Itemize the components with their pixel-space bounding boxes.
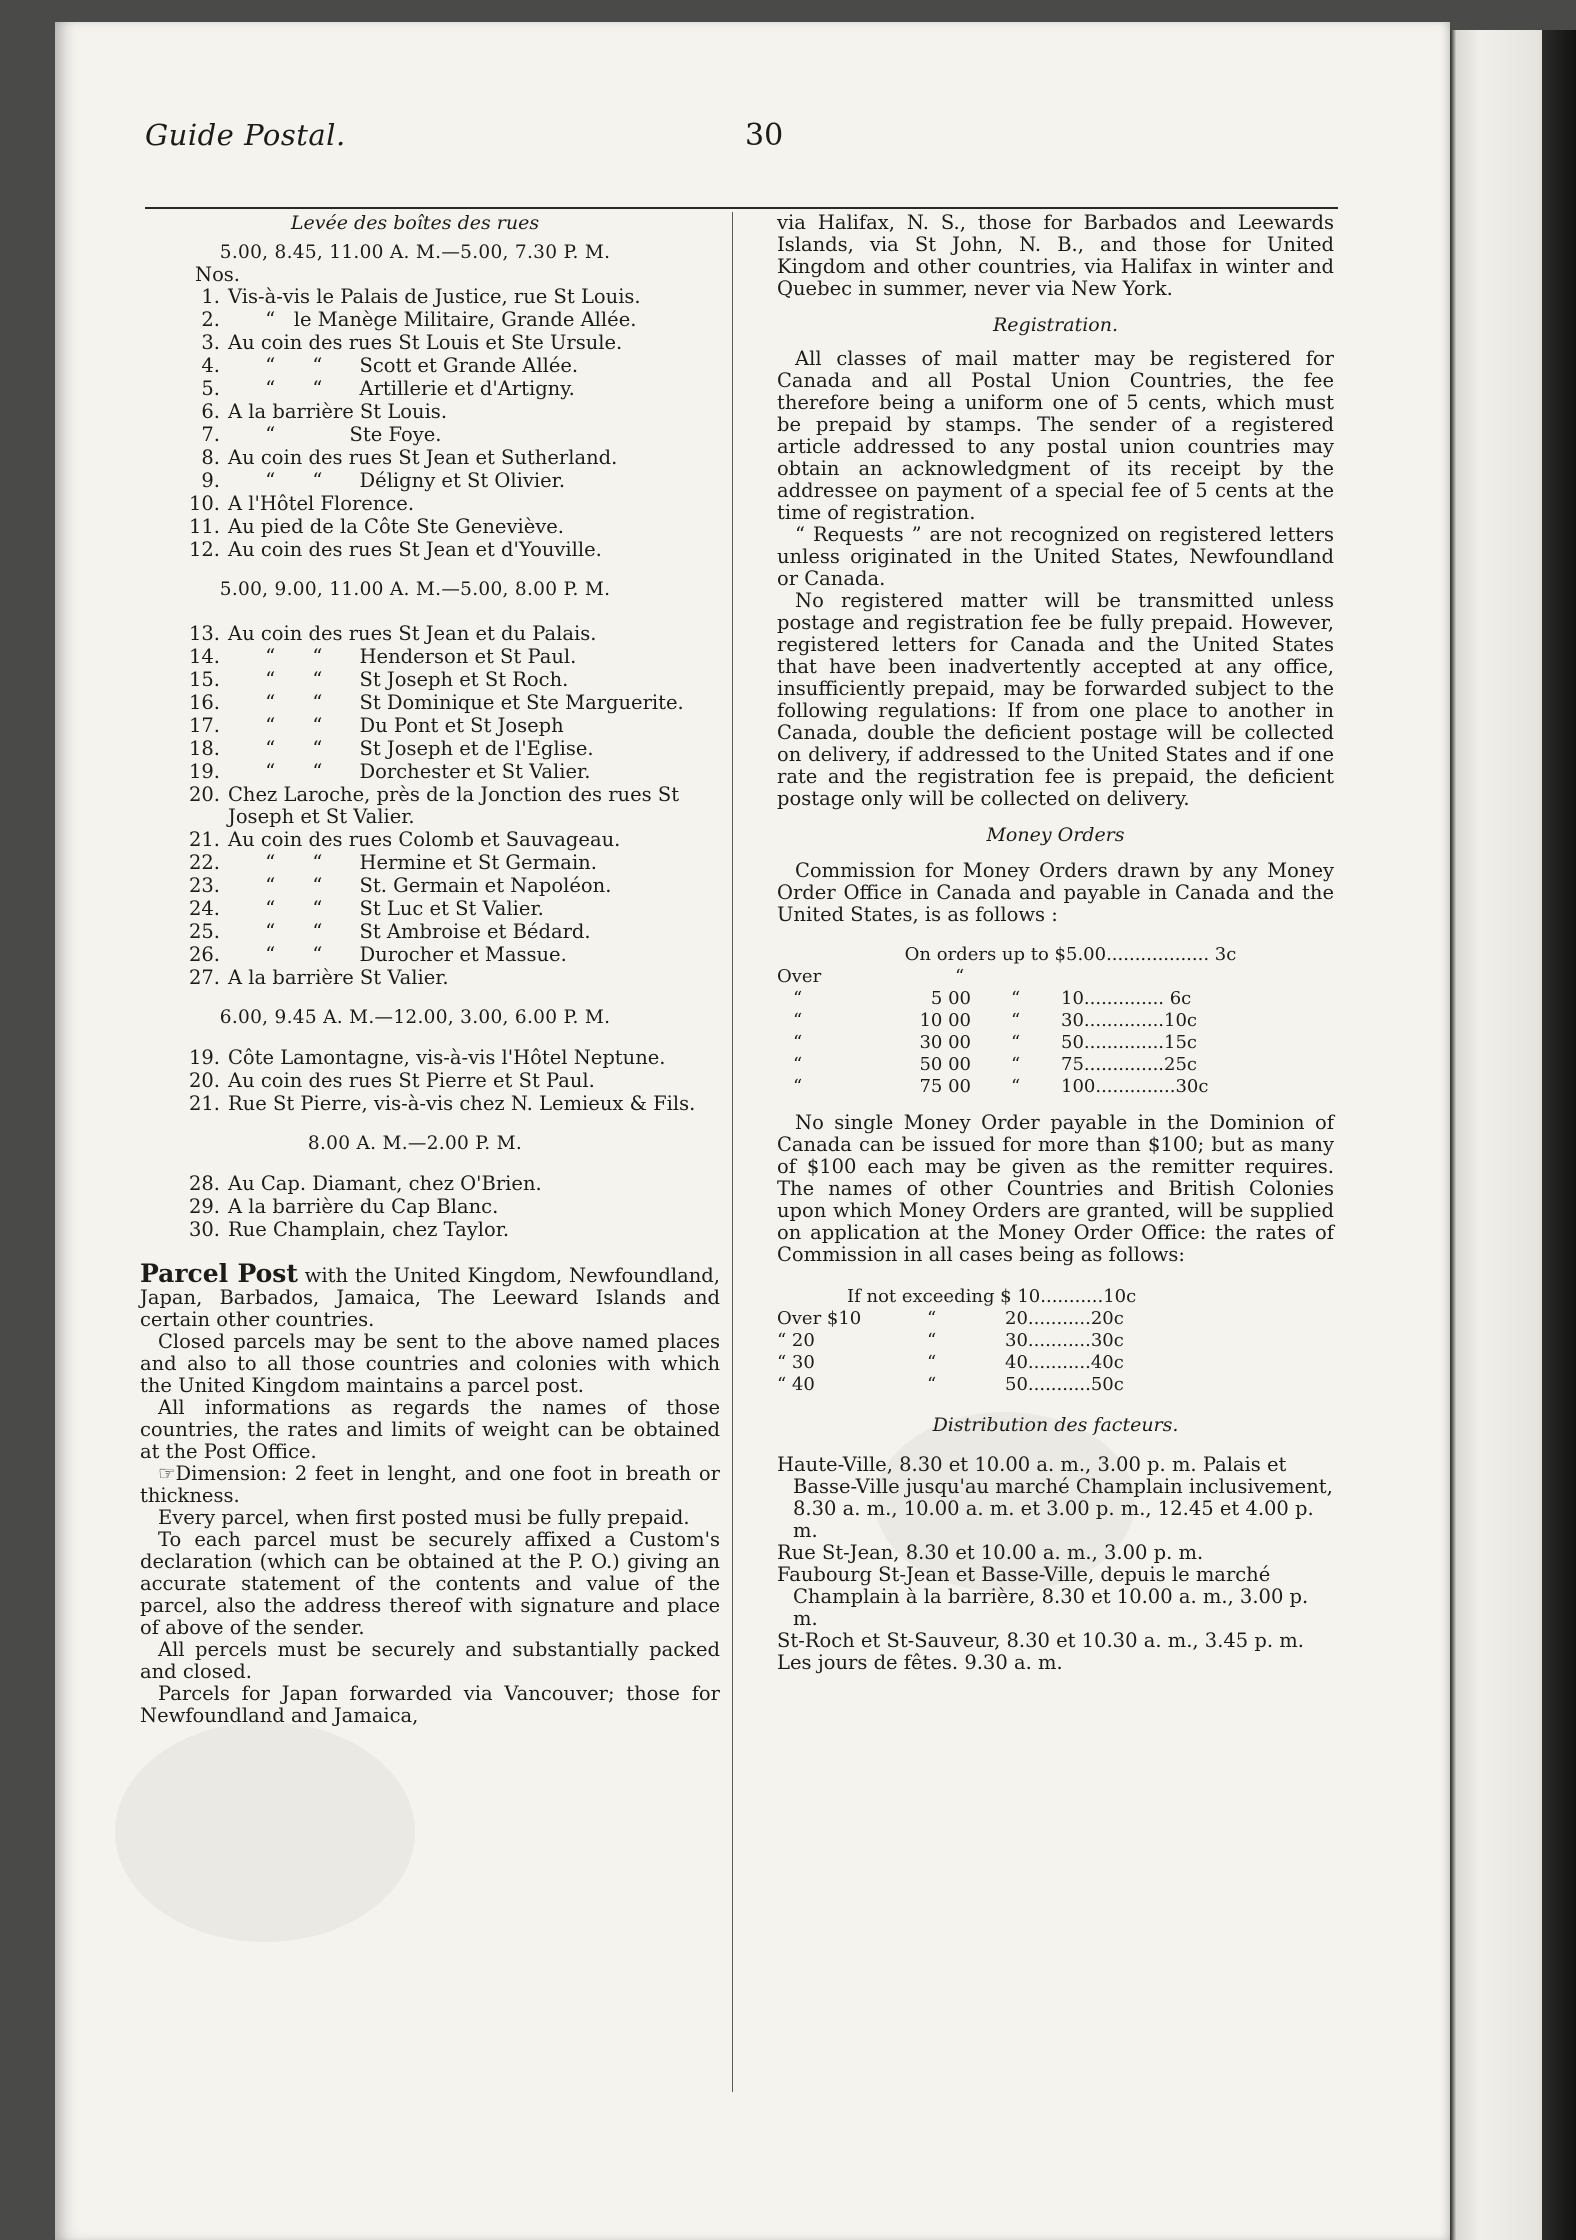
commission-rates-table [777,1286,1334,1396]
distribution-entry: St-Roch et St-Sauveur, 8.30 et 10.30 a. m., 3.45 p. m. [777,1629,1304,1652]
letterbox-item [110,1219,720,1241]
header-rule [145,207,1338,209]
distribution-list [777,1454,1334,1674]
commission-cell: 20...........20c [1005,1308,1124,1329]
rate-cell: 75 00 [919,1076,971,1097]
parcel-paragraph: To each parcel must be securely affixed a Custom's declaration (which can be obtained at the P. O.) giving an accurate statement of the contents and value of the parcel, also the address thereof with signature and place of above of the sender. [140,1528,720,1639]
letterbox-number: 19. [188,1046,220,1069]
letterbox-number: 23. [188,874,220,897]
letterbox-number: 19. [188,760,220,783]
schedule-2: 5.00, 9.00, 11.00 A. M.—5.00, 8.00 P. M. [219,579,611,600]
letterbox-number: 10. [188,492,220,515]
letterbox-location: “ “ Artillerie et d'Artigny. [228,377,575,400]
schedule-4: 8.00 A. M.—2.00 P. M. [307,1133,523,1154]
commission-cell: 40...........40c [1005,1352,1124,1373]
letterbox-location: Rue St Pierre, vis-à-vis chez N. Lemieux & Fils. [228,1092,696,1115]
rate-row [777,1032,1334,1054]
parcel-post-subtitle: with the United Kingdom, Newfoundland, Japan, Barbados, Jamaica, The Leeward Islands and certain other countries. [140,1264,720,1331]
rate-row [777,1054,1334,1076]
letterbox-item [110,424,720,446]
letterbox-item [110,761,720,783]
commission-cell: “ [927,1374,937,1395]
letterbox-number: 20. [188,783,220,806]
page-header [145,118,1345,178]
letterbox-location: Rue Champlain, chez Taylor. [228,1218,510,1241]
letterbox-item [110,875,720,897]
registration-paragraph: “ Requests ” are not recognized on registered letters unless originated in the United States, Newfoundland or Canada. [777,523,1334,590]
letterbox-location: A la barrière St Louis. [228,400,448,423]
distribution-entry: Les jours de fêtes. 9.30 a. m. [777,1651,1063,1674]
letterbox-location: “ “ St Dominique et Ste Marguerite. [228,691,684,714]
letterbox-number: 24. [188,897,220,920]
section-title-distribution: Distribution des facteurs. [932,1414,1179,1436]
page-number: 30 [745,118,784,153]
letterbox-item [110,355,720,377]
nos-label: Nos. [195,263,241,286]
rate-cell: “ [793,1032,803,1053]
letterbox-number: 13. [188,622,220,645]
letterbox-number: 1. [201,285,220,308]
rate-row [777,1010,1334,1032]
letterbox-item [110,852,720,874]
letterbox-number: 14. [188,645,220,668]
letterbox-item [110,309,720,331]
rate-cell: “ [1011,1054,1021,1075]
rate-cell: “ [1011,988,1021,1009]
rate-cell: “ [793,1076,803,1097]
rate-cell: “ [793,1054,803,1075]
letterbox-item [110,715,720,737]
letterbox-location: “ “ Durocher et Massue. [228,943,567,966]
letterbox-location: Au coin des rues Colomb et Sauvageau. [228,828,621,851]
letterbox-number: 12. [188,538,220,561]
letterbox-number: 28. [188,1172,220,1195]
letterbox-location: “ “ St Joseph et de l'Eglise. [228,737,594,760]
letterbox-item [110,646,720,668]
running-title: Guide Postal. [145,118,346,152]
letterbox-location: “ “ St Joseph et St Roch. [228,668,569,691]
letterbox-item [110,692,720,714]
letterbox-list-3 [110,1047,720,1115]
letterbox-item [110,898,720,920]
letterbox-number: 6. [201,400,220,423]
section-title-money-orders: Money Orders [986,824,1125,846]
registration-paragraph: All classes of mail matter may be registered for Canada and all Postal Union Countries, the fee therefore being a uniform one of 5 cents, which must be prepaid by stamps. The sender of a registered article addressed to any postal union countries may obtain an acknowledgment of its receipt by the addressee on payment of a special fee of 5 cents at the time of registration. [777,347,1334,524]
letterbox-item [110,447,720,469]
rate-first-line: On orders up to $5.00.................. 3c [904,944,1237,965]
rate-row [777,1076,1334,1098]
letterbox-location: “ “ Hermine et St Germain. [228,851,597,874]
section-title-registration: Registration. [992,314,1118,336]
letterbox-number: 29. [188,1195,220,1218]
letterbox-location: Au coin des rues St Jean et Sutherland. [228,446,618,469]
commission-cell: “ 30 [777,1352,815,1373]
letterbox-item [110,669,720,691]
parcel-paragraph: Parcels for Japan forwarded via Vancouver; those for Newfoundland and Jamaica, [140,1682,720,1727]
letterbox-number: 7. [201,423,220,446]
letterbox-location: “ “ Dorchester et St Valier. [228,760,591,783]
commission-cell: “ [927,1352,937,1373]
letterbox-location: “ “ Déligny et St Olivier. [228,469,566,492]
letterbox-location: Au coin des rues St Louis et Ste Ursule. [228,331,623,354]
letterbox-location: Au coin des rues St Pierre et St Paul. [228,1069,595,1092]
letterbox-item [110,921,720,943]
letterbox-item [110,332,720,354]
letterbox-number: 26. [188,943,220,966]
letterbox-location: Vis-à-vis le Palais de Justice, rue St Louis. [228,285,641,308]
letterbox-number: 20. [188,1069,220,1092]
letterbox-location: “ le Manège Militaire, Grande Allée. [228,308,637,331]
letterbox-location: A la barrière du Cap Blanc. [228,1195,499,1218]
letterbox-location: “ “ Scott et Grande Allée. [228,354,579,377]
letterbox-number: 21. [188,828,220,851]
letterbox-item [110,470,720,492]
commission-cell: 30...........30c [1005,1330,1124,1351]
letterbox-location: “ “ Du Pont et St Joseph [228,714,564,737]
rate-ditto: “ [955,966,965,987]
letterbox-location: Côte Lamontagne, vis-à-vis l'Hôtel Neptune. [228,1046,666,1069]
letterbox-location: A l'Hôtel Florence. [228,492,415,515]
letterbox-location: Au coin des rues St Jean et du Palais. [228,622,597,645]
letterbox-number: 4. [201,354,220,377]
letterbox-list-2 [110,623,720,989]
schedule-1: 5.00, 8.45, 11.00 A. M.—5.00, 7.30 P. M. [219,242,611,263]
rate-cell: 10.............. 6c [1061,988,1192,1009]
commission-row [777,1308,1334,1330]
letterbox-item [110,539,720,561]
letterbox-item [110,378,720,400]
letterbox-number: 27. [188,966,220,989]
schedule-3: 6.00, 9.45 A. M.—12.00, 3.00, 6.00 P. M. [219,1007,611,1028]
parcel-paragraph: Closed parcels may be sent to the above named places and also to all those countries and colonies with which the United Kingdom maintains a parcel post. [140,1330,720,1397]
rate-row [777,988,1334,1010]
letterbox-item [110,1093,720,1115]
money-orders-paragraph: Commission for Money Orders drawn by any Money Order Office in Canada and payable in Canada and the United States, is as follows : [777,859,1334,926]
commission-cell: Over $10 [777,1308,862,1329]
parcel-continuation: via Halifax, N. S., those for Barbados and Leewards Islands, via St John, N. B., and those for United Kingdom and other countries, via Halifax in winter and Quebec in summer, never via New York. [777,211,1334,300]
book-cover-edge [1542,30,1576,2240]
letterbox-item [110,1173,720,1195]
letterbox-item [110,1047,720,1069]
letterbox-location: “ “ Henderson et St Paul. [228,645,577,668]
left-column [110,212,720,1727]
letterbox-list-4 [110,1173,720,1241]
rate-cell: “ [1011,1010,1021,1031]
parcel-paragraph: All percels must be securely and substantially packed and closed. [140,1638,720,1683]
parcel-paragraph: All informations as regards the names of those countries, the rates and limits of weight can be obtained at the Post Office. [140,1396,720,1463]
parcel-post-title: Parcel Post [140,1259,298,1288]
letterbox-item [110,286,720,308]
letterbox-item [110,738,720,760]
commission-cell: “ [927,1330,937,1351]
letterbox-location: Au coin des rues St Jean et d'Youville. [228,538,602,561]
commission-cell: “ 40 [777,1374,815,1395]
paper-stain [115,1722,415,1942]
parcel-post-body [140,1331,720,1727]
rate-over-row [777,966,1334,988]
commission-rows [777,1308,1334,1396]
column-divider [732,212,733,2092]
letterbox-number: 25. [188,920,220,943]
parcel-paragraph: ☞Dimension: 2 feet in lenght, and one foot in breath or thickness. [140,1462,720,1507]
letterbox-number: 9. [201,469,220,492]
letterbox-location: “ “ St Luc et St Valier. [228,897,544,920]
rate-over-label: Over [777,966,822,987]
rate-cell: 30 00 [919,1032,971,1053]
letterbox-item [110,623,720,645]
letterbox-location: A la barrière St Valier. [228,966,449,989]
rate-cell: “ [793,1010,803,1031]
rate-cell: “ [1011,1032,1021,1053]
commission-cell: “ 20 [777,1330,815,1351]
letterbox-number: 16. [188,691,220,714]
commission-cell: “ [927,1308,937,1329]
section-title-levee: Levée des boîtes des rues [290,212,540,234]
rate-cell: 10 00 [919,1010,971,1031]
right-column [735,212,1338,1674]
rate-cell: 50..............15c [1061,1032,1197,1053]
letterbox-item [110,829,720,851]
letterbox-item [110,401,720,423]
letterbox-item [110,516,720,538]
letterbox-item [110,784,720,828]
registration-paragraph: No registered matter will be transmitted unless postage and registration fee be fully prepaid. However, registered letters for Canada and the United States that have been inadvertently accepted at any office, insufficiently prepaid, may be forwarded subject to the following regulations: If from one place to another in Canada, double the deficient postage will be collected on delivery, if addressed to the United States and if one rate and the registration fee is prepaid, the deficient postage only will be collected on delivery. [777,589,1334,810]
distribution-entry: Faubourg St-Jean et Basse-Ville, depuis le marché Champlain à la barrière, 8.30 et 10.00 a. m., 3.00 p. m. [777,1563,1309,1630]
parcel-paragraph: Every parcel, when first posted musi be fully prepaid. [158,1506,690,1529]
money-orders-paragraph-2: No single Money Order payable in the Dominion of Canada can be issued for more than $100; but as many of $100 each may be given as the remitter requires. The names of other Countries and British Colonies upon which Money Orders are granted, will be supplied on application at the Money Order Office: the rates of Commission in all cases being as follows: [777,1111,1334,1266]
letterbox-item [110,1196,720,1218]
letterbox-location: “ “ St. Germain et Napoléon. [228,874,612,897]
commission-first-line: If not exceeding $ 10...........10c [847,1286,1137,1307]
letterbox-item [110,944,720,966]
letterbox-number: 11. [188,515,220,538]
letterbox-item [110,967,720,989]
letterbox-location: Au Cap. Diamant, chez O'Brien. [228,1172,542,1195]
letterbox-number: 17. [188,714,220,737]
letterbox-location: Au pied de la Côte Ste Geneviève. [228,515,564,538]
rate-rows [777,988,1334,1098]
book-edge [1440,30,1576,2240]
parcel-post-heading [140,1259,720,1331]
rate-cell: 30..............10c [1061,1010,1197,1031]
letterbox-number: 15. [188,668,220,691]
letterbox-number: 22. [188,851,220,874]
letterbox-location: “ “ St Ambroise et Bédard. [228,920,591,943]
commission-row [777,1352,1334,1374]
letterbox-number: 21. [188,1092,220,1115]
distribution-entry: Haute-Ville, 8.30 et 10.00 a. m., 3.00 p. m. Palais et Basse-Ville jusqu'au marché Champlain inclusivement, 8.30 a. m., 10.00 a. m. et 3.00 p. m., 12.45 et 4.00 p. m. [777,1453,1333,1542]
letterbox-number: 3. [201,331,220,354]
rate-cell: 75..............25c [1061,1054,1197,1075]
rate-cell: 100..............30c [1061,1076,1209,1097]
commission-row [777,1374,1334,1396]
letterbox-location: “ Ste Foye. [228,423,442,446]
rate-cell: “ [1011,1076,1021,1097]
letterbox-item [110,493,720,515]
letterbox-number: 30. [188,1218,220,1241]
rate-cell: “ [793,988,803,1009]
commission-cell: 50...........50c [1005,1374,1124,1395]
letterbox-number: 18. [188,737,220,760]
letterbox-list-1 [110,286,720,561]
letterbox-item [110,1070,720,1092]
money-order-rates-table [777,944,1334,1098]
letterbox-number: 5. [201,377,220,400]
rate-cell: 5 00 [930,988,971,1009]
rate-cell: 50 00 [919,1054,971,1075]
letterbox-number: 8. [201,446,220,469]
letterbox-number: 2. [201,308,220,331]
commission-row [777,1330,1334,1352]
distribution-entry: Rue St-Jean, 8.30 et 10.00 a. m., 3.00 p. m. [777,1541,1204,1564]
letterbox-location: Chez Laroche, près de la Jonction des rues St Joseph et St Valier. [228,783,686,828]
